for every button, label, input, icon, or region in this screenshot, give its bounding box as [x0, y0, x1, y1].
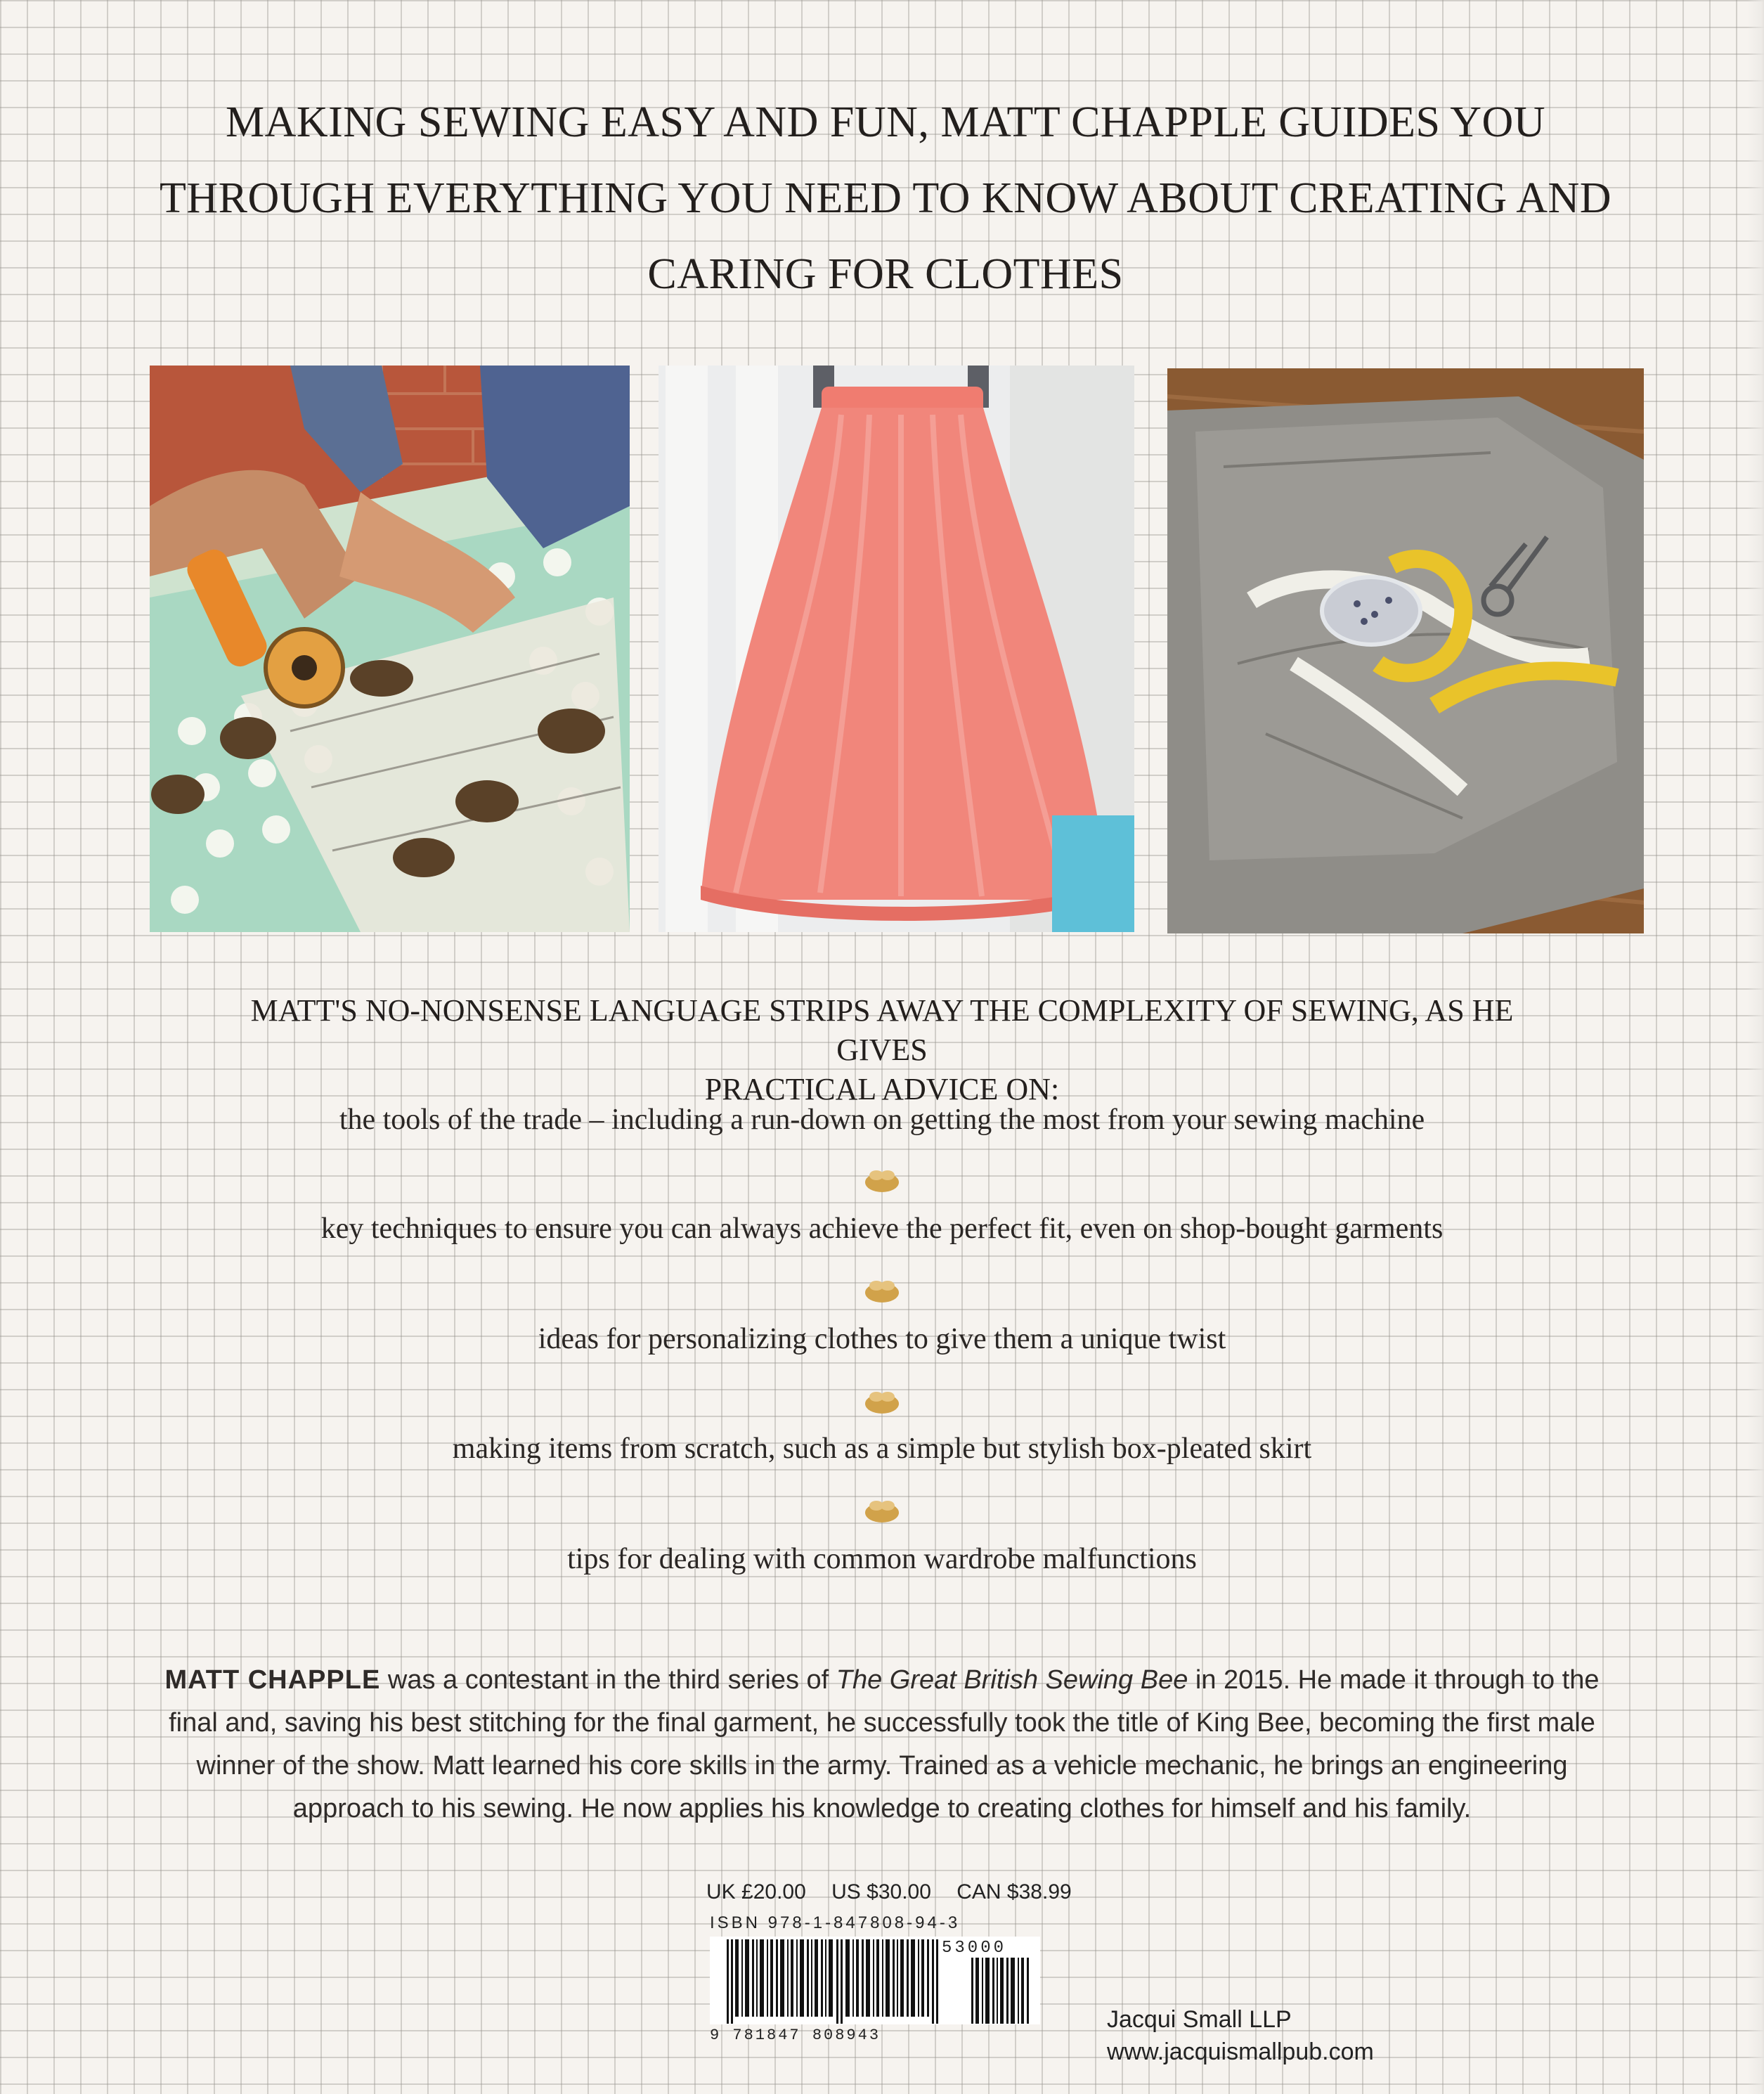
- bee-divider-icon: [861, 1497, 903, 1525]
- barcode-digits: 9 781847 808943: [710, 2027, 881, 2044]
- photo-rotary-cutter: [150, 366, 630, 932]
- price-us: US $30.00: [831, 1880, 931, 1904]
- tagline: [127, 84, 1645, 312]
- cover-edge: [1747, 0, 1764, 2094]
- show-title: The Great British Sewing Bee: [836, 1665, 1188, 1695]
- publisher: [1107, 2003, 1374, 2068]
- advice-item: ideas for personalizing clothes to give them a unique twist: [538, 1323, 1226, 1355]
- tagline-line-2: THROUGH EVERYTHING YOU NEED TO KNOW ABOUT CREATING AND: [159, 174, 1612, 222]
- isbn: ISBN 978-1-847808-94-3: [710, 1913, 961, 1932]
- advice-item: the tools of the trade – including a run-down on getting the most from your sewing machine: [339, 1104, 1425, 1136]
- photo-jeans-tape-measure: [1167, 368, 1644, 933]
- price-can: CAN $38.99: [956, 1880, 1072, 1904]
- bio-text-2: in 2015. He made it through to the final and, saving his best stitching for the final garment, he successfully took the title of King Bee, becoming the first male winner of the show. Matt learned his core skills in the army. Trained as a vehicle mechanic, he brings an engineering approach to his sewing. He now applies his knowledge to creating clothes for himself and his family.: [169, 1665, 1600, 1823]
- photo-tulle-skirt: [659, 366, 1134, 932]
- author-name: MATT CHAPPLE: [164, 1665, 381, 1695]
- intro-line-1: MATT'S NO-NONSENSE LANGUAGE STRIPS AWAY THE COMPLEXITY OF SEWING, AS HE GIVES: [250, 993, 1514, 1067]
- intro-text: [211, 991, 1553, 1109]
- tagline-line-1: MAKING SEWING EASY AND FUN, MATT CHAPPLE GUIDES YOU: [225, 98, 1546, 146]
- price-uk: UK £20.00: [706, 1880, 806, 1904]
- author-bio: [141, 1659, 1623, 1830]
- tagline-line-3: CARING FOR CLOTHES: [647, 250, 1124, 298]
- advice-item: making items from scratch, such as a simple but stylish box-pleated skirt: [452, 1433, 1312, 1465]
- barcode-addon-code: 53000: [942, 1939, 1007, 1958]
- publisher-name: Jacqui Small LLP: [1107, 2006, 1292, 2033]
- price-list: [706, 1880, 1091, 1904]
- bee-divider-icon: [861, 1277, 903, 1305]
- intro-line-2: PRACTICAL ADVICE ON:: [704, 1072, 1060, 1106]
- bio-text-1: was a contestant in the third series of: [380, 1665, 836, 1695]
- publisher-url: www.jacquismallpub.com: [1107, 2038, 1374, 2065]
- advice-item: key techniques to ensure you can always achieve the perfect fit, even on shop-bought garments: [320, 1213, 1444, 1245]
- bee-divider-icon: [861, 1388, 903, 1416]
- bee-divider-icon: [861, 1167, 903, 1195]
- advice-item: tips for dealing with common wardrobe malfunctions: [567, 1543, 1197, 1575]
